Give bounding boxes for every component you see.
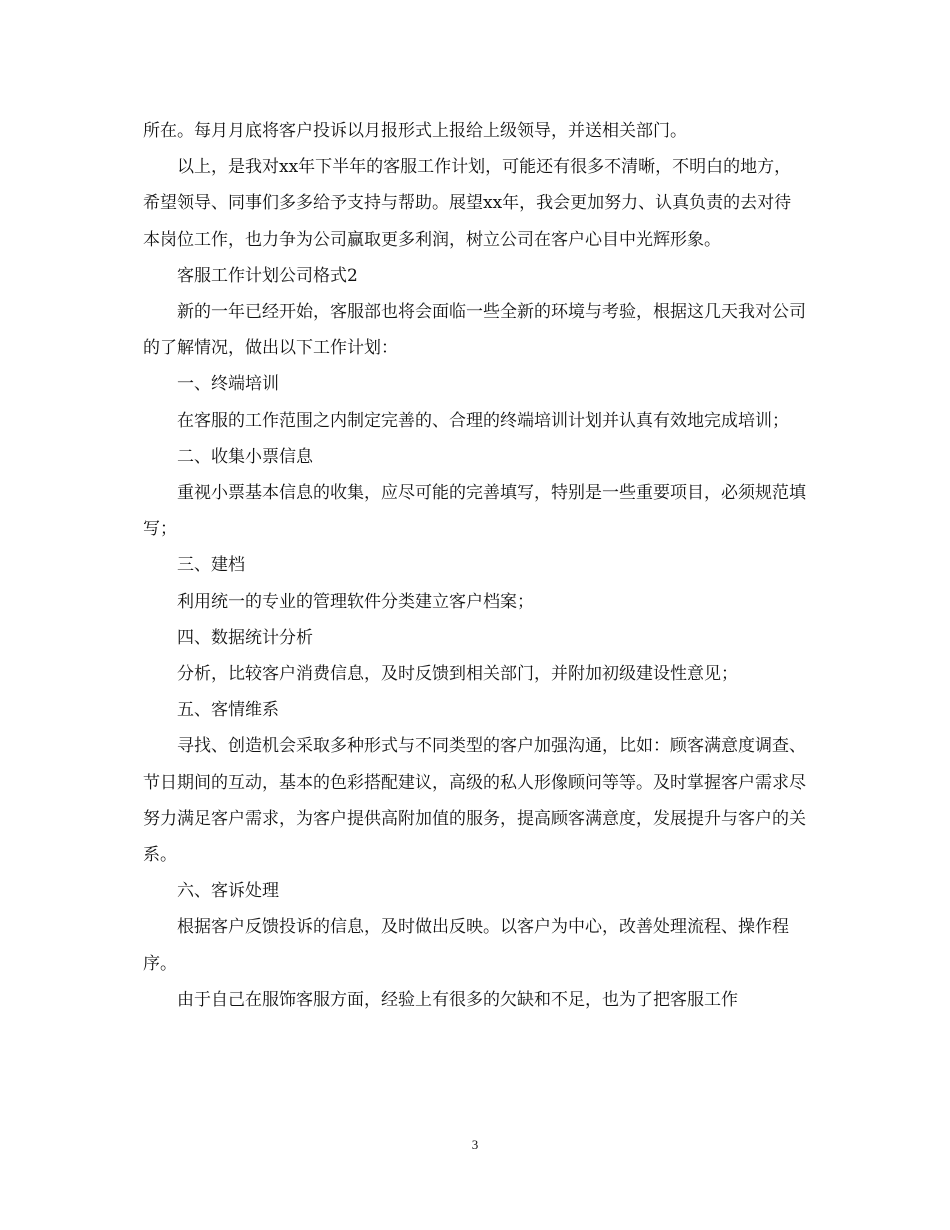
heading-archive: 三、建档 [177,555,245,576]
paragraph-closing: 由于自己在服饰客服方面，经验上有很多的欠缺和不足，也为了把客服工作 [177,989,738,1010]
heading-receipt-info: 二、收集小票信息 [177,446,313,467]
page-number: 3 [471,1137,479,1152]
paragraph-2: 以上，是我对xx年下半年的客服工作计划，可能还有很多不清晰，不明白的地方，希望领导、同事们多多给予支持与帮助。展望xx年，我会更加努力、认真负责的去对待本岗位工作，也力争为公司赢取更多利润，树立公司在客户心目中光辉形象。 [143,157,792,250]
paragraph-data-analysis: 分析，比较客户消费信息，及时反馈到相关部门，并附加初级建设性意见； [177,664,738,685]
paragraph-customer-relations: 寻找、创造机会采取多种形式与不同类型的客户加强沟通，比如：顾客满意度调查、节日期间的互动，基本的色彩搭配建议，高级的私人形像顾问等等。及时掌握客户需求尽努力满足客户需求，为客户提供高附加值的服务，提高顾客满意度，发展提升与客户的关系。 [143,736,806,866]
paragraph-archive: 利用统一的专业的管理软件分类建立客户档案； [177,591,534,612]
paragraph-terminal-training: 在客服的工作范围之内制定完善的、合理的终端培训计划并认真有效地完成培训； [177,410,789,431]
paragraph-receipt-info: 重视小票基本信息的收集，应尽可能的完善填写，特别是一些重要项目，必须规范填写； [143,483,806,540]
heading-data-analysis: 四、数据统计分析 [177,627,313,648]
heading-customer-relations: 五、客情维系 [177,700,279,721]
section-title-format-2: 客服工作计划公司格式2 [177,265,358,286]
document-body [143,113,807,1018]
paragraph-1: 所在。每月月底将客户投诉以月报形式上报给上级领导，并送相关部门。 [143,121,687,141]
paragraph-intro: 新的一年已经开始，客服部也将会面临一些全新的环境与考验，根据这几天我对公司的了解情况，做出以下工作计划： [143,302,806,359]
paragraph-complaint-handling: 根据客户反馈投诉的信息，及时做出反映。以客户为中心，改善处理流程、操作程序。 [143,917,789,974]
heading-terminal-training: 一、终端培训 [177,374,279,395]
heading-complaint-handling: 六、客诉处理 [177,881,279,902]
